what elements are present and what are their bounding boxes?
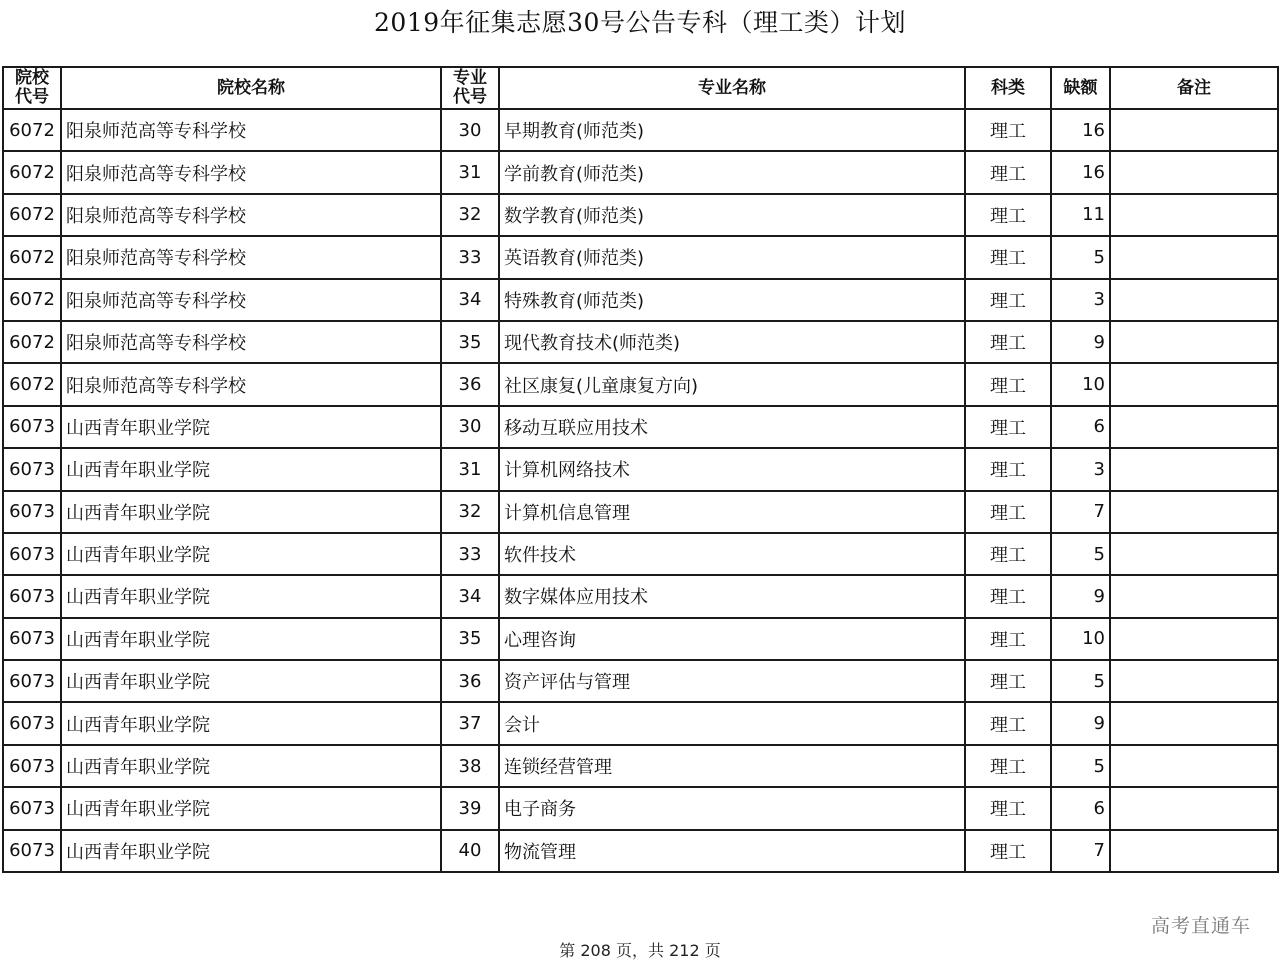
plan-table <box>2 66 1279 873</box>
cell-category: 理工 <box>965 491 1051 533</box>
table-body <box>3 109 1278 872</box>
cell-major-code: 34 <box>441 279 499 321</box>
table-row <box>3 363 1278 405</box>
page-title: 2019年征集志愿30号公告专科（理工类）计划 <box>374 8 906 37</box>
cell-quota: 5 <box>1051 745 1110 787</box>
cell-major-code: 34 <box>441 575 499 617</box>
table-row <box>3 491 1278 533</box>
cell-category: 理工 <box>965 745 1051 787</box>
cell-school-name: 山西青年职业学院 <box>61 787 441 829</box>
cell-school-name: 山西青年职业学院 <box>61 533 441 575</box>
cell-school-code: 6073 <box>3 448 61 490</box>
cell-school-name: 阳泉师范高等专科学校 <box>61 109 441 151</box>
cell-school-name: 阳泉师范高等专科学校 <box>61 321 441 363</box>
cell-major-code: 35 <box>441 321 499 363</box>
cell-note <box>1110 618 1278 660</box>
cell-school-name: 山西青年职业学院 <box>61 448 441 490</box>
cell-major-code: 38 <box>441 745 499 787</box>
cell-school-code: 6072 <box>3 279 61 321</box>
cell-category: 理工 <box>965 575 1051 617</box>
cell-category: 理工 <box>965 151 1051 193</box>
cell-note <box>1110 363 1278 405</box>
cell-category: 理工 <box>965 363 1051 405</box>
cell-note <box>1110 660 1278 702</box>
cell-school-name: 阳泉师范高等专科学校 <box>61 151 441 193</box>
cell-major-name: 连锁经营管理 <box>499 745 965 787</box>
header-note: 备注 <box>1110 67 1278 109</box>
cell-school-name: 山西青年职业学院 <box>61 702 441 744</box>
cell-school-code: 6073 <box>3 406 61 448</box>
header-quota: 缺额 <box>1051 67 1110 109</box>
cell-school-name: 阳泉师范高等专科学校 <box>61 194 441 236</box>
table-row <box>3 151 1278 193</box>
cell-school-name: 山西青年职业学院 <box>61 406 441 448</box>
cell-major-name: 社区康复(儿童康复方向) <box>499 363 965 405</box>
cell-major-name: 数学教育(师范类) <box>499 194 965 236</box>
cell-major-code: 32 <box>441 491 499 533</box>
cell-school-name: 山西青年职业学院 <box>61 745 441 787</box>
cell-quota: 7 <box>1051 830 1110 872</box>
table-row <box>3 279 1278 321</box>
table-row <box>3 448 1278 490</box>
table-row <box>3 194 1278 236</box>
page-number: 第 208 页，共 212 页 <box>559 941 721 960</box>
table-row <box>3 533 1278 575</box>
cell-major-name: 心理咨询 <box>499 618 965 660</box>
cell-quota: 10 <box>1051 618 1110 660</box>
cell-major-code: 30 <box>441 406 499 448</box>
cell-school-code: 6072 <box>3 363 61 405</box>
cell-category: 理工 <box>965 109 1051 151</box>
cell-category: 理工 <box>965 236 1051 278</box>
cell-major-name: 物流管理 <box>499 830 965 872</box>
header-school-name: 院校名称 <box>61 67 441 109</box>
cell-category: 理工 <box>965 406 1051 448</box>
cell-major-code: 32 <box>441 194 499 236</box>
cell-category: 理工 <box>965 279 1051 321</box>
cell-school-name: 山西青年职业学院 <box>61 660 441 702</box>
table-row <box>3 406 1278 448</box>
watermark: 高考直通车 <box>1150 915 1251 937</box>
header-major-name: 专业名称 <box>499 67 965 109</box>
table-row <box>3 109 1278 151</box>
table-row <box>3 745 1278 787</box>
cell-note <box>1110 787 1278 829</box>
cell-major-name: 英语教育(师范类) <box>499 236 965 278</box>
cell-quota: 10 <box>1051 363 1110 405</box>
cell-major-code: 33 <box>441 533 499 575</box>
table-row <box>3 787 1278 829</box>
cell-school-code: 6072 <box>3 321 61 363</box>
cell-category: 理工 <box>965 533 1051 575</box>
cell-quota: 16 <box>1051 151 1110 193</box>
cell-school-name: 阳泉师范高等专科学校 <box>61 279 441 321</box>
cell-quota: 6 <box>1051 406 1110 448</box>
cell-school-code: 6073 <box>3 491 61 533</box>
table-row <box>3 321 1278 363</box>
table-row <box>3 236 1278 278</box>
cell-quota: 5 <box>1051 236 1110 278</box>
table-row <box>3 702 1278 744</box>
cell-major-name: 计算机信息管理 <box>499 491 965 533</box>
cell-major-name: 电子商务 <box>499 787 965 829</box>
cell-school-code: 6073 <box>3 660 61 702</box>
cell-school-code: 6072 <box>3 236 61 278</box>
cell-major-code: 39 <box>441 787 499 829</box>
cell-major-name: 特殊教育(师范类) <box>499 279 965 321</box>
cell-school-name: 山西青年职业学院 <box>61 830 441 872</box>
cell-note <box>1110 236 1278 278</box>
cell-note <box>1110 533 1278 575</box>
header-row <box>3 67 1278 109</box>
cell-school-code: 6072 <box>3 151 61 193</box>
table-row <box>3 660 1278 702</box>
cell-major-code: 31 <box>441 151 499 193</box>
cell-major-code: 40 <box>441 830 499 872</box>
header-major-code: 专业 代号 <box>441 67 499 109</box>
cell-major-code: 33 <box>441 236 499 278</box>
cell-category: 理工 <box>965 830 1051 872</box>
cell-major-code: 35 <box>441 618 499 660</box>
cell-major-name: 计算机网络技术 <box>499 448 965 490</box>
cell-school-name: 山西青年职业学院 <box>61 575 441 617</box>
cell-major-code: 36 <box>441 363 499 405</box>
cell-category: 理工 <box>965 194 1051 236</box>
cell-school-code: 6072 <box>3 194 61 236</box>
cell-category: 理工 <box>965 660 1051 702</box>
cell-major-name: 学前教育(师范类) <box>499 151 965 193</box>
cell-major-code: 30 <box>441 109 499 151</box>
cell-school-name: 山西青年职业学院 <box>61 491 441 533</box>
cell-quota: 3 <box>1051 279 1110 321</box>
cell-school-name: 阳泉师范高等专科学校 <box>61 236 441 278</box>
cell-school-code: 6073 <box>3 533 61 575</box>
cell-note <box>1110 321 1278 363</box>
cell-major-name: 资产评估与管理 <box>499 660 965 702</box>
cell-note <box>1110 194 1278 236</box>
cell-major-code: 37 <box>441 702 499 744</box>
cell-quota: 5 <box>1051 660 1110 702</box>
cell-major-code: 36 <box>441 660 499 702</box>
cell-quota: 6 <box>1051 787 1110 829</box>
cell-school-code: 6073 <box>3 575 61 617</box>
cell-note <box>1110 151 1278 193</box>
cell-school-name: 阳泉师范高等专科学校 <box>61 363 441 405</box>
cell-note <box>1110 575 1278 617</box>
cell-school-code: 6073 <box>3 830 61 872</box>
cell-major-name: 数字媒体应用技术 <box>499 575 965 617</box>
cell-school-code: 6073 <box>3 787 61 829</box>
cell-note <box>1110 448 1278 490</box>
cell-note <box>1110 279 1278 321</box>
table-row <box>3 618 1278 660</box>
cell-quota: 5 <box>1051 533 1110 575</box>
cell-quota: 11 <box>1051 194 1110 236</box>
cell-note <box>1110 830 1278 872</box>
header-category: 科类 <box>965 67 1051 109</box>
cell-category: 理工 <box>965 618 1051 660</box>
cell-major-name: 会计 <box>499 702 965 744</box>
cell-category: 理工 <box>965 448 1051 490</box>
cell-major-name: 早期教育(师范类) <box>499 109 965 151</box>
cell-quota: 9 <box>1051 321 1110 363</box>
cell-note <box>1110 406 1278 448</box>
cell-major-name: 移动互联应用技术 <box>499 406 965 448</box>
cell-major-code: 31 <box>441 448 499 490</box>
cell-note <box>1110 702 1278 744</box>
cell-school-code: 6073 <box>3 702 61 744</box>
table-row <box>3 830 1278 872</box>
cell-major-name: 现代教育技术(师范类) <box>499 321 965 363</box>
cell-category: 理工 <box>965 321 1051 363</box>
cell-note <box>1110 491 1278 533</box>
cell-note <box>1110 109 1278 151</box>
cell-quota: 7 <box>1051 491 1110 533</box>
cell-school-code: 6072 <box>3 109 61 151</box>
cell-category: 理工 <box>965 702 1051 744</box>
cell-school-code: 6073 <box>3 745 61 787</box>
table-row <box>3 575 1278 617</box>
cell-quota: 3 <box>1051 448 1110 490</box>
cell-note <box>1110 745 1278 787</box>
cell-quota: 9 <box>1051 575 1110 617</box>
header-school-code: 院校 代号 <box>3 67 61 109</box>
cell-quota: 9 <box>1051 702 1110 744</box>
cell-quota: 16 <box>1051 109 1110 151</box>
cell-category: 理工 <box>965 787 1051 829</box>
cell-school-code: 6073 <box>3 618 61 660</box>
cell-school-name: 山西青年职业学院 <box>61 618 441 660</box>
cell-major-name: 软件技术 <box>499 533 965 575</box>
